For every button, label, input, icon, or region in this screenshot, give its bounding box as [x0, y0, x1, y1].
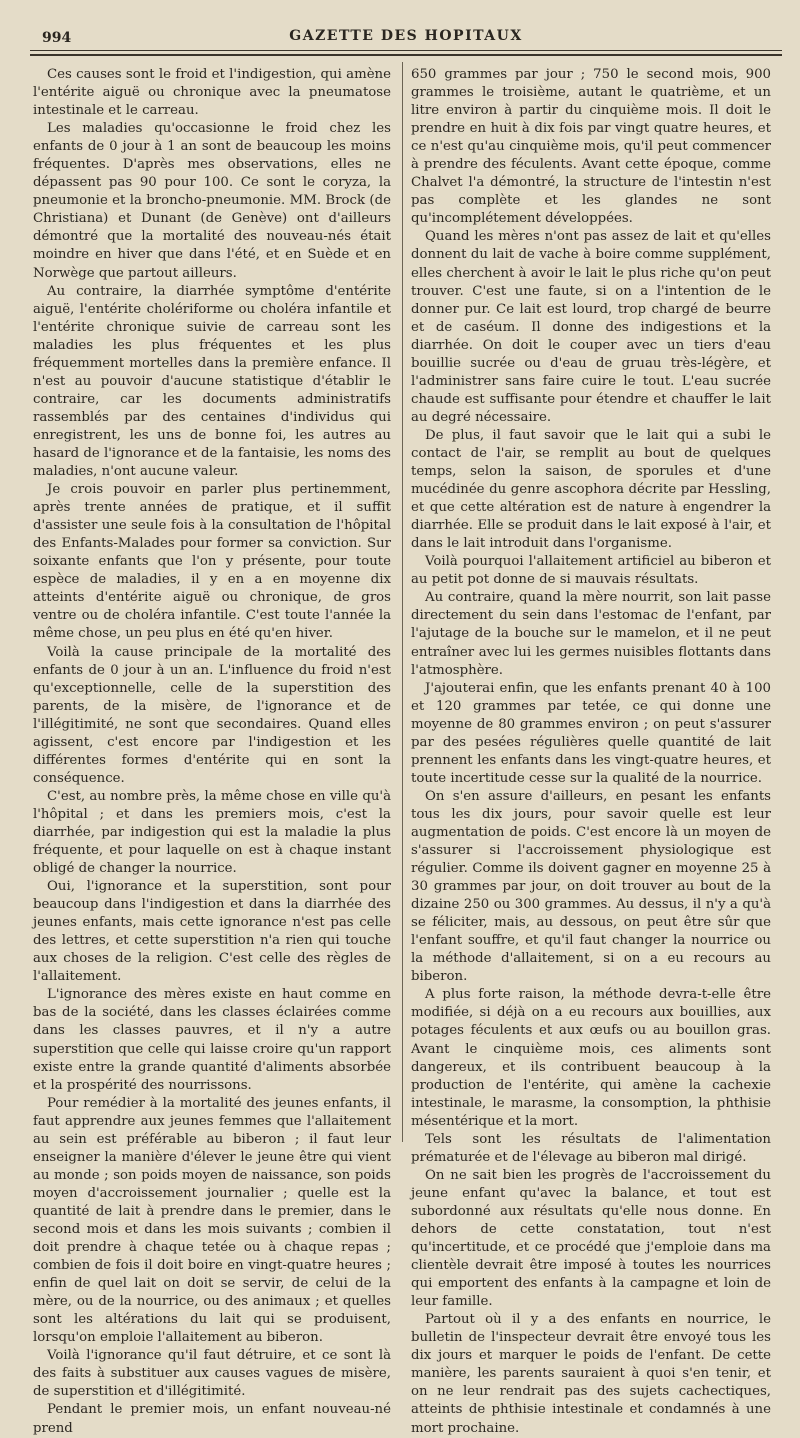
left-column-paragraph: Voilà l'ignorance qu'il faut détruire, et ce sont là des faits à substituer aux causes vagues de misère, de superstition et d'illégitimité. [33, 1348, 391, 1400]
right-column-paragraph: Tels sont les résultats de l'alimentation prématurée et de l'élevage au biberon mal dirigé. [411, 1131, 771, 1165]
right-column-paragraph: Partout où il y a des enfants en nourrice, le bulletin de l'inspecteur devrait être envoyé tous les dix jours et marquer le poids de l'enfant. De cette manière, les parents sauraient à quoi s'en tenir, et on ne leur rendrait pas des sujets cachectiques, atteints de phthisie intestinale et condamnés à une mort prochaine. [411, 1312, 771, 1436]
left-column-paragraph: Je crois pouvoir en parler plus pertinemment, après trente années de pratique, et il suffit d'assister une seule fois à la consultation de l'hôpital des Enfants-Malades pour former sa conviction. Sur soixante enfants que l'on y présente, pour toute espèce de maladies, il y en a en moyenne dix atteints d'entérite aiguë ou chronique, de gros ventre ou de choléra infantile. C'est toute l'année la même chose, un peu plus en été qu'en hiver. [33, 482, 391, 642]
left-column-paragraph: Au contraire, la diarrhée symptôme d'entérite aiguë, l'entérite cholériforme ou choléra infantile et l'entérite chronique suivie de carreau sont les maladies les plus fréquentes et les plus fréquemment mortelles dans la première enfance. Il n'est au pouvoir d'aucune statistique d'établir le contraire, car les documents administratifs rassemblés par des centaines d'individus qui enregistrent, les uns de bonne foi, les autres au hasard de l'ignorance et de la fantaisie, les noms des maladies, n'ont aucune valeur. [33, 283, 391, 480]
column-divider [402, 62, 403, 1142]
header-rule-double [30, 54, 782, 56]
right-column-paragraph: On s'en assure d'ailleurs, en pesant les enfants tous les dix jours, pour savoir quelle est leur augmentation de poids. C'est encore là un moyen de s'assurer si l'accroissement physiologique est régulier. Comme ils doivent gagner en moyenne 25 à 30 grammes par jour, on doit trouver au bout de la dizaine 250 ou 300 grammes. Au dessus, il n'y a qu'à se féliciter, mais, au dessous, on peut être sûr que l'enfant souffre, et qu'il faut changer la nourrice ou la méthode d'allaitement, si on a eu recours au biberon. [411, 788, 771, 985]
header-rule [30, 50, 782, 51]
left-column-paragraph: C'est, au nombre près, la même chose en ville qu'à l'hôpital ; et dans les premiers mois, c'est la diarrhée, par indigestion qui est la maladie la plus fréquente, et pour laquelle on est à chaque instant obligé de changer la nourrice. [33, 788, 391, 877]
left-column-paragraph: Pour remédier à la mortalité des jeunes enfants, il faut apprendre aux jeunes femmes que l'allaitement au sein est préférable au biberon ; il faut leur enseigner la manière d'élever le jeune être qui vient au monde ; son poids moyen de naissance, son poids moyen d'accroissement journalier ; quelle est la quantité de lait à prendre dans le premier, dans le second mois et dans les mois suivants ; combien il doit prendre à chaque tetée ou à chaque repas ; combien de fois il doit boire en vingt-quatre heures ; enfin de quel lait on doit se servir, de celui de la mère, ou de la nourrice, ou des animaux ; et quelles sont les altérations du lait qui se produisent, lorsqu'on emploie l'allaitement au biberon. [33, 1095, 391, 1346]
right-column-paragraph: Quand les mères n'ont pas assez de lait et qu'elles donnent du lait de vache à boire comme supplément, elles cherchent à avoir le lait le plus riche qu'on peut trouver. C'est une faute, si on a l'intention de le donner pur. Ce lait est lourd, trop chargé de beurre et de caséum. Il donne des indigestions et la diarrhée. On doit le couper avec un tiers d'eau bouillie sucrée ou d'eau de gruau très-légère, et l'administrer sans faire cuire le tout. L'eau sucrée chaude est suffisante pour étendre et chauffer le lait au degré nécessaire. [411, 229, 771, 425]
page-header [30, 22, 782, 48]
right-column-paragraph: Voilà pourquoi l'allaitement artificiel au biberon et au petit pot donne de si mauvais résultats. [411, 554, 771, 588]
left-column-paragraph: Voilà la cause principale de la mortalité des enfants de 0 jour à un an. L'influence du froid n'est qu'exceptionnelle, celle de la superstition des parents, de la misère, de l'ignorance et de l'illégitimité, ne sont que secondaires. Quand elles agissent, c'est encore par l'indigestion et les différentes formes d'entérite qui en sont la conséquence. [33, 644, 391, 786]
left-column-paragraph: L'ignorance des mères existe en haut comme en bas de la société, dans les classes éclairées comme dans les classes pauvres, et il n'y a autre superstition que celle qui laisse croire qu'un rapport existe entre la grande quantité d'aliments absorbée et la prospérité des nourrissons. [33, 987, 391, 1093]
left-column-paragraph: Ces causes sont le froid et l'indigestion, qui amène l'entérite aiguë ou chronique avec la pneumatose intestinale et le carreau. [33, 67, 391, 119]
right-column-paragraph: De plus, il faut savoir que le lait qui a subi le contact de l'air, se remplit au bout de quelques temps, selon la saison, de sporules et d'une mucédinée du genre ascophora décrite par Hessling, et que cette altération est de nature à engendrer la diarrhée. Elle se produit dans le lait exposé à l'air, et dans le lait introduit dans l'organisme. [411, 427, 771, 552]
page-number: 994 [42, 30, 72, 46]
left-column-paragraph: Oui, l'ignorance et la superstition, sont pour beaucoup dans l'indigestion et dans la diarrhée des jeunes enfants, mais cette ignorance n'est pas celle des lettres, et cette superstition n'a rien qui touche aux choses de la religion. C'est celle des règles de l'allaitement. [33, 879, 391, 985]
left-column [33, 66, 391, 1436]
right-column-paragraph: A plus forte raison, la méthode devra-t-elle être modifiée, si déjà on a eu recours aux bouillies, aux potages féculents et aux œufs ou au bouillon gras. Avant le cinquième mois, ces aliments sont dangereux, et ils contribuent beaucoup à la production de l'entérite, qui amène la cachexie intestinale, le marasme, la consomption, la phthisie mésentérique et la mort. [411, 987, 771, 1129]
right-column [411, 66, 771, 1436]
left-column-paragraph: Pendant le premier mois, un enfant nouveau-né prend [33, 1402, 391, 1436]
right-column-paragraph: 650 grammes par jour ; 750 le second mois, 900 grammes le troisième, autant le quatrième, et un litre environ à partir du cinquième mois. Il doit le prendre en huit à dix fois par vingt quatre heures, et ce n'est qu'au cinquième mois, qu'il peut commencer à prendre des féculents. Avant cette époque, comme Chalvet l'a démontré, la structure de l'intestin n'est pas complète et les glandes ne sont qu'incomplétement développées. [411, 67, 771, 227]
right-column-paragraph: On ne sait bien les progrès de l'accroissement du jeune enfant qu'avec la balance, et tout est subordonné aux résultats qu'elle nous donne. En dehors de cette constatation, tout n'est qu'incertitude, et ce procédé que j'emploie dans ma clientèle devrait être imposé à toutes les nourrices qui emportent des enfants à la campagne et loin de leur famille. [411, 1167, 771, 1310]
right-column-paragraph: Au contraire, quand la mère nourrit, son lait passe directement du sein dans l'estomac de l'enfant, par l'ajutage de la bouche sur le mamelon, et il ne peut entraîner avec lui les germes nuisibles flottants dans l'atmosphère. [411, 590, 771, 678]
left-column-paragraph: Les maladies qu'occasionne le froid chez les enfants de 0 jour à 1 an sont de beaucoup les moins fréquentes. D'après mes observations, elles ne dépassent pas 90 pour 100. Ce sont le coryza, la pneumonie et la broncho-pneumonie. MM. Brock (de Christiana) et Dunant (de Genève) ont d'ailleurs démontré que la mortalité des nouveau-nés était moindre en hiver que dans l'été, et en Suède et en Norwège que partout ailleurs. [33, 121, 391, 281]
right-column-paragraph: J'ajouterai enfin, que les enfants prenant 40 à 100 et 120 grammes par tetée, ce qui donne une moyenne de 80 grammes environ ; on peut s'assurer par des pesées régulières quelle quantité de lait prennent les enfants dans les vingt-quatre heures, et toute incertitude cesse sur la qualité de la nourrice. [411, 680, 771, 786]
journal-title: GAZETTE DES HOPITAUX [289, 28, 523, 44]
